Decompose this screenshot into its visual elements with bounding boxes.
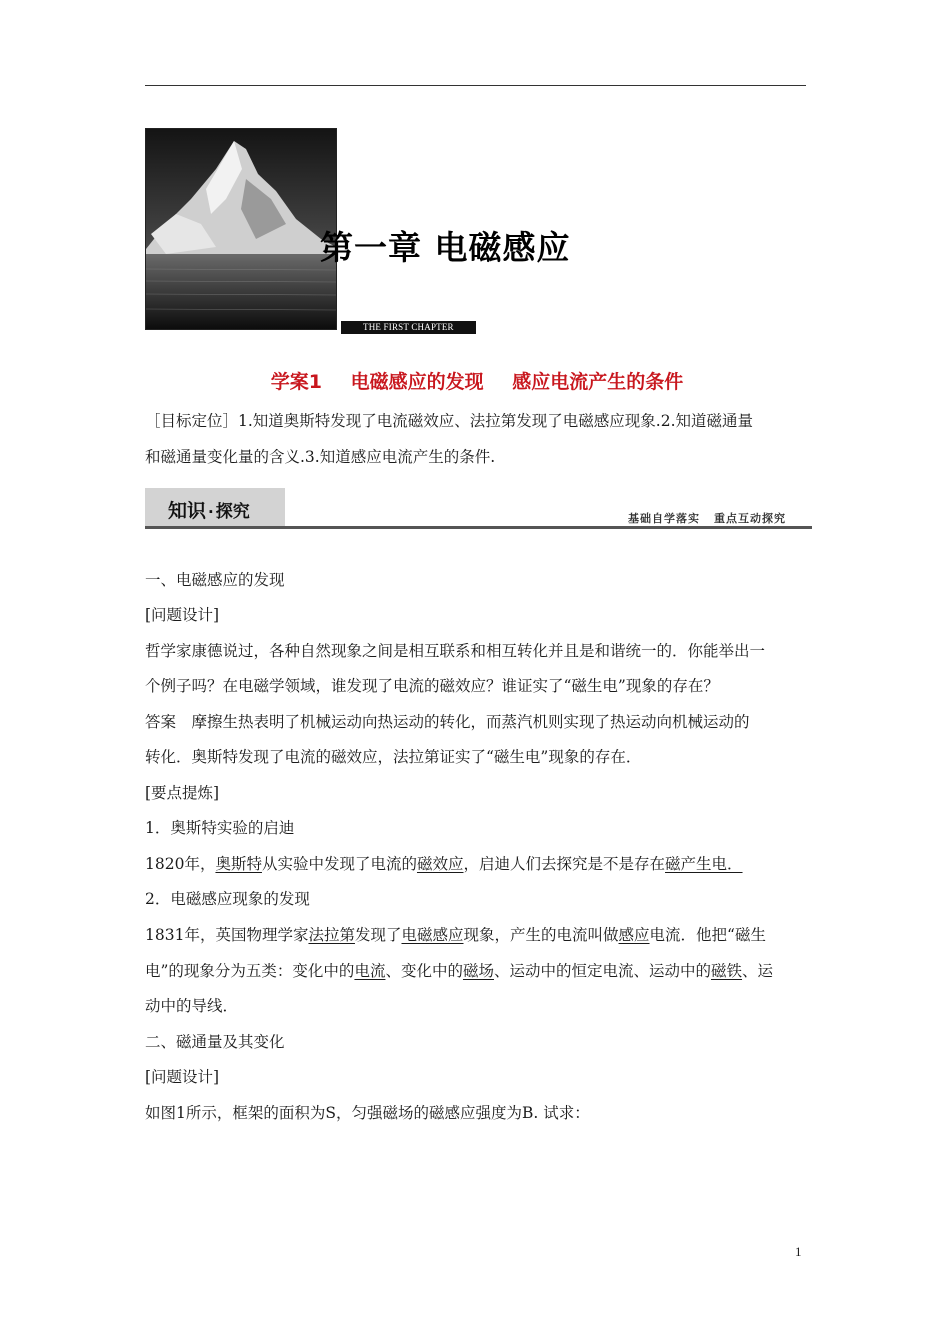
p2-blank-field: 磁场	[462, 962, 494, 980]
p1-blank-magnetic-effect: 磁效应	[416, 855, 464, 873]
lesson-title-part2: 感应电流产生的条件	[512, 371, 684, 393]
p2-blank-induced: 感应	[618, 926, 650, 944]
p2-blank-magnet: 磁铁	[711, 962, 743, 980]
section-header-title	[168, 496, 250, 523]
p2-text-a: 1831年，英国物理学家	[145, 926, 309, 944]
point-1-text	[145, 848, 810, 880]
section-title-dot: ·	[208, 503, 214, 521]
heading-1: 一、电磁感应的发现	[145, 571, 285, 589]
p2-text-g: 、运动中的恒定电流、运动中的	[493, 962, 711, 980]
p2-text-e: 电”的现象分为五类：变化中的	[145, 962, 355, 980]
answer-1-line-1: 答案 摩擦生热表明了机械运动向热运动的转化，而蒸汽机则实现了热运动向机械运动的	[145, 713, 750, 731]
lesson-number: 学案1	[270, 371, 322, 393]
p1-blank-magnetism-to-electricity: 磁产生电．	[665, 855, 743, 873]
objectives-line-1: ［目标定位］1.知道奥斯特发现了电流磁效应、法拉第发现了电磁感应现象.2.知道磁通量	[145, 412, 754, 430]
chapter-english-label: THE FIRST CHAPTER	[341, 321, 476, 334]
lesson-title-part1: 电磁感应的发现	[350, 371, 484, 393]
question-1-line-1: 哲学家康德说过，各种自然现象之间是相互联系和相互转化并且是和谐统一的．你能举出一	[145, 642, 766, 660]
heading-2: 二、磁通量及其变化	[145, 1033, 285, 1051]
p2-blank-faraday: 法拉第	[308, 926, 355, 944]
lesson-title	[0, 367, 950, 394]
section-title-main: 知识	[168, 500, 207, 522]
p1-text-c: ，启迪人们去探究是不是存在	[463, 855, 666, 873]
p2-text-b: 发现了	[354, 926, 402, 944]
tagline-b: 重点互动探究	[714, 512, 786, 525]
point-2-line-1	[145, 919, 810, 951]
p1-blank-oersted: 奥斯特	[215, 855, 262, 873]
p1-text-b: 从实验中发现了电流的	[261, 855, 417, 873]
point-2-line-2	[145, 955, 810, 987]
header-rule	[145, 85, 806, 86]
p2-text-c: 现象，产生的电流叫做	[463, 926, 619, 944]
problem-design-label-2: [问题设计]	[145, 1068, 220, 1086]
p2-blank-current: 电流	[354, 962, 386, 980]
p2-text-f: 、变化中的	[385, 962, 463, 980]
question-1-line-2: 个例子吗？在电磁学领域，谁发现了电流的磁效应？谁证实了“磁生电”现象的存在？	[145, 677, 719, 695]
p2-blank-induction: 电磁感应	[401, 926, 464, 944]
question-2: 如图1所示，框架的面积为S，匀强磁场的磁感应强度为B. 试求：	[145, 1104, 590, 1122]
p2-text-h: 、运	[742, 962, 774, 980]
point-1-title: 1．奥斯特实验的启迪	[145, 819, 295, 837]
tagline-a: 基础自学落实	[628, 512, 700, 525]
chapter-title: 第一章 电磁感应	[320, 228, 571, 267]
p1-text-a: 1820年，	[145, 855, 216, 873]
answer-1-line-2: 转化．奥斯特发现了电流的磁效应，法拉第证实了“磁生电”现象的存在．	[145, 748, 642, 766]
point-2-title: 2．电磁感应现象的发现	[145, 890, 310, 908]
point-2-line-3: 动中的导线．	[145, 997, 239, 1015]
section-header-tagline	[628, 510, 786, 526]
section-header-rule	[145, 526, 812, 529]
problem-design-label-1: [问题设计]	[145, 606, 220, 624]
section-title-sub: 探究	[215, 502, 250, 522]
p2-text-d: 电流．他把“磁生	[649, 926, 766, 944]
key-points-label: [要点提炼]	[145, 784, 220, 802]
mountain-iceberg-illustration	[146, 129, 336, 329]
objectives-line-2: 和磁通量变化量的含义.3.知道感应电流产生的条件.	[145, 448, 496, 466]
page-number: 1	[795, 1244, 802, 1259]
